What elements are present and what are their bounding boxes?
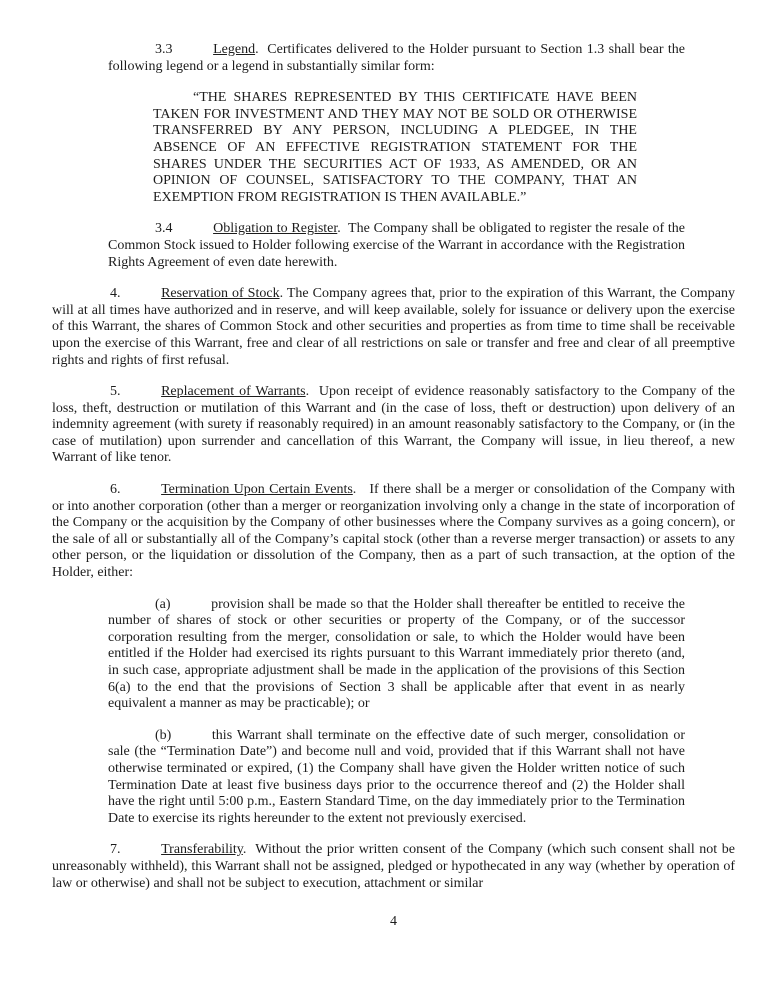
section-4-paragraph bbox=[52, 286, 735, 369]
section-5-text: . Upon receipt of evidence reasonably satisfactory to the Company of the loss, theft, destruction or mutilation of this Warrant and (in the case of loss, theft or destruction) upon delivery of an indemnity agreement (with surety if reasonably required) in an amount reasonably satisfactory to the Company, or (in the case of mutilation) upon surrender and cancellation of this Warrant, the Company will issue, in lieu thereof, a new Warrant of like tenor. bbox=[52, 384, 735, 466]
section-7-number: 7. bbox=[110, 842, 121, 858]
section-4-text: . The Company agrees that, prior to the expiration of this Warrant, the Company will at all times have authorized and in reserve, and will keep available, solely for issuance or delivery upon the exercise of this Warrant, the shares of Common Stock and other securities and properties as from time to time shall be receivable upon the exercise of this Warrant, free and clear of all restrictions on sale or transfer and free and clear of all preemptive rights and rights of first refusal. bbox=[52, 286, 735, 368]
page-footer bbox=[52, 914, 735, 931]
section-4-number: 4. bbox=[110, 286, 121, 302]
section-3-4-heading: Obligation to Register bbox=[213, 221, 338, 237]
section-3-4-number: 3.4 bbox=[155, 221, 173, 237]
section-6a-number: (a) bbox=[155, 596, 171, 612]
section-6-heading: Termination Upon Certain Events bbox=[161, 482, 353, 498]
section-6b-paragraph bbox=[108, 728, 685, 828]
section-5-heading: Replacement of Warrants bbox=[161, 384, 306, 400]
section-6b-number: (b) bbox=[155, 727, 172, 743]
section-6a-paragraph bbox=[108, 597, 685, 713]
section-3-4-paragraph bbox=[108, 221, 685, 271]
securities-legend-quote bbox=[153, 90, 637, 206]
section-6a-text: provision shall be made so that the Holder shall thereafter be entitled to receive the number of shares of stock or other securities or property of the Company, or of the successor corporation resulting from the merger, consolidation or sale, to which the Holder would have been entitled if the Holder had exercised its rights pursuant to this Warrant immediately prior thereto (and, in such case, appropriate adjustment shall be made in the application of the provisions of this Section 6(a) to the end that the provisions of Section 3 shall be applicable after that event in as nearly equivalent a manner as may be practicable); or bbox=[108, 596, 685, 712]
section-7-heading: Transferability bbox=[161, 842, 243, 858]
section-6-text: . If there shall be a merger or consolidation of the Company with or into another corporation (other than a merger or reorganization involving only a change in the state of incorporation of the Company or the acquisition by the Company of other businesses where the Company survives as a going concern), or the sale of all or substantially all of the Company’s capital stock (other than a reverse merger transaction) or assets to any other person, or the liquidation or dissolution of the Company, then as a part of such transaction, at the option of the Holder, either: bbox=[52, 482, 735, 581]
section-7-text: . Without the prior written consent of the Company (which such consent shall not be unreasonably withheld), this Warrant shall not be assigned, pledged or hypothecated in any way (whether by operation of law or otherwise) and shall not be subject to execution, attachment or similar bbox=[52, 842, 735, 891]
section-3-3-heading: Legend bbox=[213, 42, 256, 57]
section-6-number: 6. bbox=[110, 482, 121, 498]
page-number: 4 bbox=[390, 914, 397, 930]
securities-legend-text: “THE SHARES REPRESENTED BY THIS CERTIFICATE HAVE BEEN TAKEN FOR INVESTMENT AND THEY MAY NOT BE SOLD OR OTHERWISE TRANSFERRED BY ANY PERSON, INCLUDING A PLEDGEE, IN THE ABSENCE OF AN EFFECTIVE REGISTRATION STATEMENT FOR THE SHARES UNDER THE SECURITIES ACT OF 1933, AS AMENDED, OR AN OPINION OF COUNSEL, SATISFACTORY TO THE COMPANY, THAT AN EXEMPTION FROM REGISTRATION IS THEN AVAILABLE.” bbox=[153, 90, 637, 205]
section-4-heading: Reservation of Stock bbox=[161, 286, 280, 302]
section-3-4-text: . The Company shall be obligated to register the resale of the Common Stock issued to Holder following exercise of the Warrant in accordance with the Registration Rights Agreement of even date herewith. bbox=[108, 221, 686, 270]
section-5-paragraph bbox=[52, 384, 735, 467]
section-7-paragraph bbox=[52, 842, 735, 892]
section-6-paragraph bbox=[52, 482, 735, 582]
section-3-3-number: 3.3 bbox=[155, 42, 173, 57]
section-3-3-text: . Certificates delivered to the Holder pursuant to Section 1.3 shall bear the following legend or a legend in substantially similar form: bbox=[108, 42, 685, 74]
section-5-number: 5. bbox=[110, 384, 121, 400]
section-6b-text: this Warrant shall terminate on the effective date of such merger, consolidation or sale (the “Termination Date”) and become null and void, provided that if this Warrant shall not have otherwise terminated or expired, (1) the Company shall have given the Holder written notice of such Termination Date at least five business days prior to the occurrence thereof and (2) the Holder shall have the right until 5:00 p.m., Eastern Standard Time, on the day immediately prior to the Termination Date to exercise its rights hereunder to the extent not previously exercised. bbox=[108, 727, 685, 826]
section-3-3-paragraph bbox=[108, 42, 685, 75]
